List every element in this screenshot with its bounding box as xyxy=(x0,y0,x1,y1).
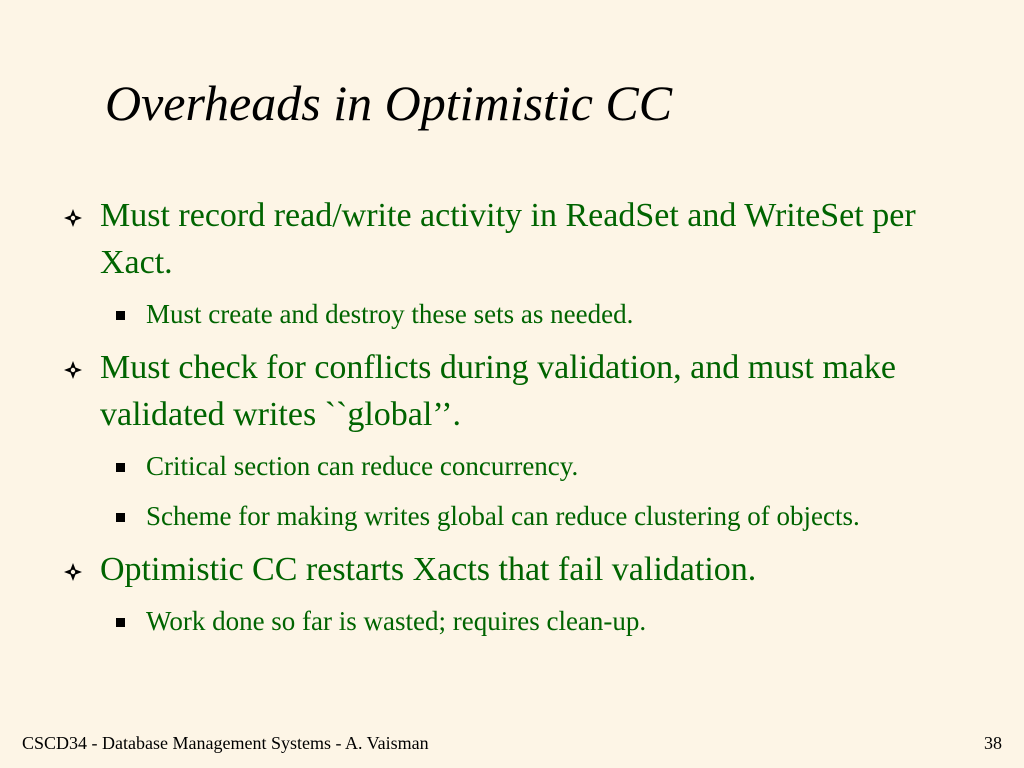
slide-content xyxy=(0,192,1024,651)
bullet-text: Must check for conflicts during validation, and must make validated writes ``global’’. xyxy=(100,349,896,433)
bullet-text: Must record read/write activity in ReadSet and WriteSet per Xact. xyxy=(100,197,916,281)
sub-bullet-text: Critical section can reduce concurrency. xyxy=(146,451,579,481)
sub-bullet-text: Scheme for making writes global can reduce clustering of objects. xyxy=(146,501,860,531)
diamond-clover-bullet-icon xyxy=(63,562,83,582)
square-bullet-icon xyxy=(116,463,125,472)
footer-course: CSCD34 - Database Management Systems - A. Vaisman xyxy=(22,733,429,753)
square-bullet-icon xyxy=(116,513,125,522)
sub-bullet-text: Work done so far is wasted; requires clean-up. xyxy=(146,606,647,636)
diamond-clover-bullet-icon xyxy=(63,208,83,228)
sub-bullet-text: Must create and destroy these sets as needed. xyxy=(146,299,634,329)
bullet-item xyxy=(0,192,1024,286)
square-bullet-icon xyxy=(116,618,125,627)
diamond-clover-bullet-icon xyxy=(63,360,83,380)
square-bullet-icon xyxy=(116,311,125,320)
footer-page-number: 38 xyxy=(984,733,1002,753)
sub-bullet-item xyxy=(0,496,1024,537)
bullet-item xyxy=(0,546,1024,593)
bullet-text: Optimistic CC restarts Xacts that fail validation. xyxy=(100,551,757,588)
sub-bullet-item xyxy=(0,446,1024,487)
sub-bullet-item xyxy=(0,294,1024,335)
slide-title: Overheads in Optimistic CC xyxy=(105,75,673,131)
bullet-item xyxy=(0,344,1024,438)
sub-bullet-item xyxy=(0,601,1024,642)
